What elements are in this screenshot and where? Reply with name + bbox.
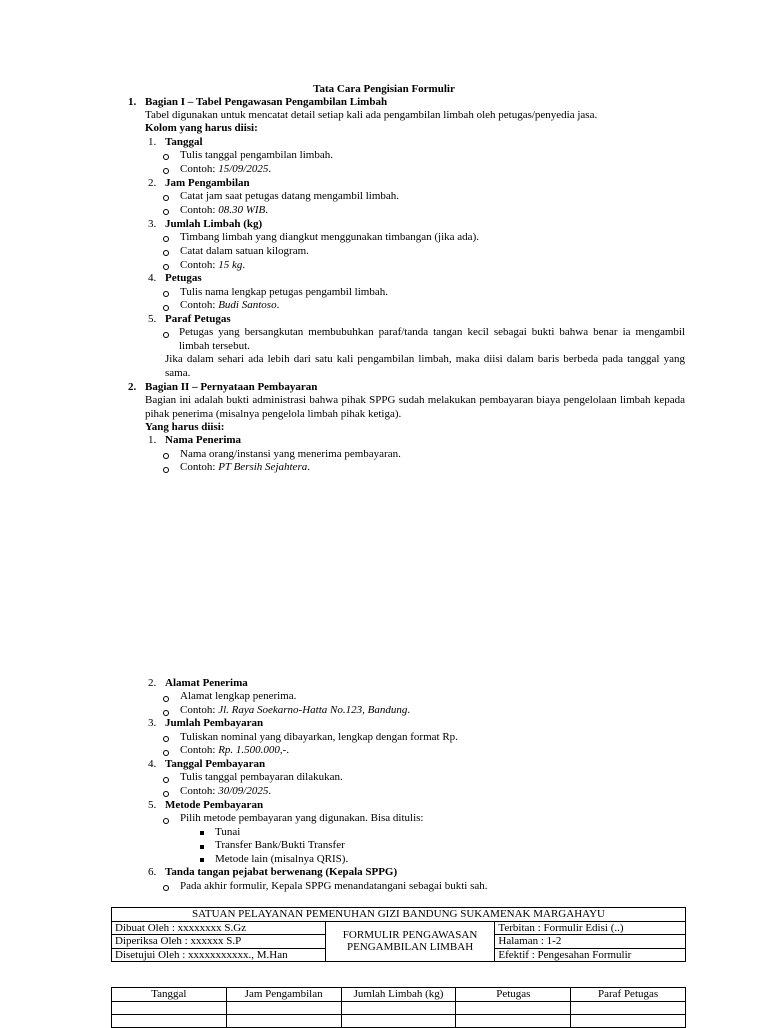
empty-cell[interactable] <box>571 1014 686 1027</box>
bullet-circle-icon <box>163 453 169 459</box>
s1-item2-label: Jam Pengambilan <box>165 177 250 189</box>
bullet-circle-icon <box>163 195 169 201</box>
empty-cell[interactable] <box>112 1014 227 1027</box>
s1-item3-label: Jumlah Limbah (kg) <box>165 218 263 230</box>
s1-item1-label: Tanggal <box>165 136 203 148</box>
s1-item4-example: Contoh: Budi Santoso. <box>180 299 280 311</box>
col-header-jumlah: Jumlah Limbah (kg) <box>341 988 456 1002</box>
s1-item4-number: 4. <box>148 272 157 284</box>
dibuat-oleh-cell: Dibuat Oleh : xxxxxxxx S.Gz <box>112 921 326 935</box>
s1-item3-number: 3. <box>148 218 157 230</box>
bullet-circle-icon <box>163 305 169 311</box>
s1-item2-example: Contoh: 08.30 WIB. <box>180 204 268 216</box>
table-header-row <box>112 988 686 1002</box>
s1-item1-example: Contoh: 15/09/2025. <box>180 163 272 175</box>
s2-item1-label: Nama Penerima <box>165 434 242 446</box>
s2-item2-label: Alamat Penerima <box>165 677 248 689</box>
efektif-cell: Efektif : Pengesahan Formulir <box>495 948 686 962</box>
bullet-circle-icon <box>163 250 169 256</box>
empty-cell[interactable] <box>226 1001 341 1014</box>
bullet-circle-icon <box>163 696 169 702</box>
empty-cell[interactable] <box>341 1001 456 1014</box>
s1-item5-bullet1: Petugas yang bersangkutan membubuhkan paraf/tanda tangan kecil sebagai bukti bahwa benar ia mengambil limbah tersebut. <box>179 326 685 352</box>
s1-item4-bullet1: Tulis nama lengkap petugas pengambil limbah. <box>180 286 388 298</box>
bullet-circle-icon <box>163 467 169 473</box>
col-header-paraf: Paraf Petugas <box>571 988 686 1002</box>
s2-item6-number: 6. <box>148 866 157 878</box>
org-name-cell: SATUAN PELAYANAN PEMENUHAN GIZI BANDUNG SUKAMENAK MARGAHAYU <box>112 908 686 922</box>
section1-columns-heading: Kolom yang harus diisi: <box>145 122 258 134</box>
s2-item6-bullet1: Pada akhir formulir, Kepala SPPG menandatangani sebagai bukti sah. <box>180 880 488 892</box>
s1-item4-label: Petugas <box>165 272 202 284</box>
bullet-circle-icon <box>163 236 169 242</box>
s1-item5-number: 5. <box>148 313 157 325</box>
table-row <box>112 1014 686 1027</box>
s1-item1-number: 1. <box>148 136 157 148</box>
section1-number: 1. <box>128 96 137 108</box>
document-title: Tata Cara Pengisian Formulir <box>313 83 455 95</box>
col-header-petugas: Petugas <box>456 988 571 1002</box>
bullet-square-icon <box>200 831 204 835</box>
section2-number: 2. <box>128 381 137 393</box>
bullet-circle-icon <box>163 777 169 783</box>
bullet-circle-icon <box>163 885 169 891</box>
s2-item3-example: Contoh: Rp. 1.500.000,-. <box>180 744 290 756</box>
section1-description: Tabel digunakan untuk mencatat detail setiap kali ada pengambilan limbah oleh petugas/penyedia jasa. <box>145 109 598 121</box>
col-header-jam: Jam Pengambilan <box>226 988 341 1002</box>
bullet-circle-icon <box>163 264 169 270</box>
s2-item3-label: Jumlah Pembayaran <box>165 717 264 729</box>
halaman-cell: Halaman : 1-2 <box>495 935 686 949</box>
bullet-circle-icon <box>163 154 169 160</box>
bullet-circle-icon <box>163 750 169 756</box>
section2-fill-heading: Yang harus diisi: <box>145 421 225 433</box>
bullet-circle-icon <box>163 791 169 797</box>
bullet-circle-icon <box>163 710 169 716</box>
s1-item2-number: 2. <box>148 177 157 189</box>
s2-item3-bullet1: Tuliskan nominal yang dibayarkan, lengkap dengan format Rp. <box>180 731 458 743</box>
empty-cell[interactable] <box>456 1001 571 1014</box>
s2-item1-bullet1: Nama orang/instansi yang menerima pembayaran. <box>180 448 401 460</box>
bullet-circle-icon <box>163 736 169 742</box>
s2-item5-sub3: Metode lain (misalnya QRIS). <box>215 853 349 865</box>
diperiksa-oleh-cell: Diperiksa Oleh : xxxxxx S.P <box>112 935 326 949</box>
s2-item6-label: Tanda tangan pejabat berwenang (Kepala SPPG) <box>165 866 398 878</box>
s1-item1-bullet1: Tulis tanggal pengambilan limbah. <box>180 149 333 161</box>
section2-heading: Bagian II – Pernyataan Pembayaran <box>145 381 318 393</box>
s2-item1-example: Contoh: PT Bersih Sejahtera. <box>180 461 310 473</box>
bullet-circle-icon <box>163 168 169 174</box>
disetujui-oleh-cell: Disetujui Oleh : xxxxxxxxxxx., M.Han <box>112 948 326 962</box>
s2-item5-bullet1: Pilih metode pembayaran yang digunakan. Bisa ditulis: <box>180 812 424 824</box>
empty-cell[interactable] <box>112 1001 227 1014</box>
empty-cell[interactable] <box>571 1001 686 1014</box>
bullet-circle-icon <box>163 332 169 338</box>
s1-item2-bullet1: Catat jam saat petugas datang mengambil limbah. <box>180 190 400 202</box>
s2-item4-label: Tanggal Pembayaran <box>165 758 266 770</box>
s1-item3-bullet1: Timbang limbah yang diangkut menggunakan timbangan (jika ada). <box>180 231 479 243</box>
s2-item4-bullet1: Tulis tanggal pembayaran dilakukan. <box>180 771 343 783</box>
bullet-circle-icon <box>163 818 169 824</box>
bullet-square-icon <box>200 858 204 862</box>
s2-item5-label: Metode Pembayaran <box>165 799 264 811</box>
s2-item5-number: 5. <box>148 799 157 811</box>
bullet-square-icon <box>200 845 204 849</box>
empty-cell[interactable] <box>456 1014 571 1027</box>
table-row <box>112 1001 686 1014</box>
s1-item3-example: Contoh: 15 kg. <box>180 259 246 271</box>
col-header-tanggal: Tanggal <box>112 988 227 1002</box>
s1-item5-label: Paraf Petugas <box>165 313 231 325</box>
s2-item2-example: Contoh: Jl. Raya Soekarno-Hatta No.123, Bandung. <box>180 704 411 716</box>
form-header-table <box>111 907 686 962</box>
s1-note: Jika dalam sehari ada lebih dari satu kali pengambilan limbah, maka diisi dalam baris berbeda pada tanggal yang sama. <box>165 353 685 379</box>
empty-cell[interactable] <box>341 1014 456 1027</box>
waste-log-table <box>111 987 686 1028</box>
s2-item5-sub2: Transfer Bank/Bukti Transfer <box>215 839 345 851</box>
s2-item4-example: Contoh: 30/09/2025. <box>180 785 272 797</box>
section2-description: Bagian ini adalah bukti administrasi bahwa pihak SPPG sudah melakukan pembayaran biaya pengelolaan limbah kepada pihak penerima (misalnya pengelola limbah pihak ketiga). <box>145 394 685 420</box>
s2-item4-number: 4. <box>148 758 157 770</box>
bullet-circle-icon <box>163 291 169 297</box>
s1-item3-bullet2: Catat dalam satuan kilogram. <box>180 245 309 257</box>
s2-item5-sub1: Tunai <box>215 826 241 838</box>
s2-item3-number: 3. <box>148 717 157 729</box>
section1-heading: Bagian I – Tabel Pengawasan Pengambilan Limbah <box>145 96 388 108</box>
bullet-circle-icon <box>163 209 169 215</box>
terbitan-cell: Terbitan : Formulir Edisi (..) <box>495 921 686 935</box>
s2-item1-number: 1. <box>148 434 157 446</box>
form-title-cell: FORMULIR PENGAWASAN PENGAMBILAN LIMBAH <box>325 921 495 962</box>
s2-item2-bullet1: Alamat lengkap penerima. <box>180 690 297 702</box>
s2-item2-number: 2. <box>148 677 157 689</box>
empty-cell[interactable] <box>226 1014 341 1027</box>
